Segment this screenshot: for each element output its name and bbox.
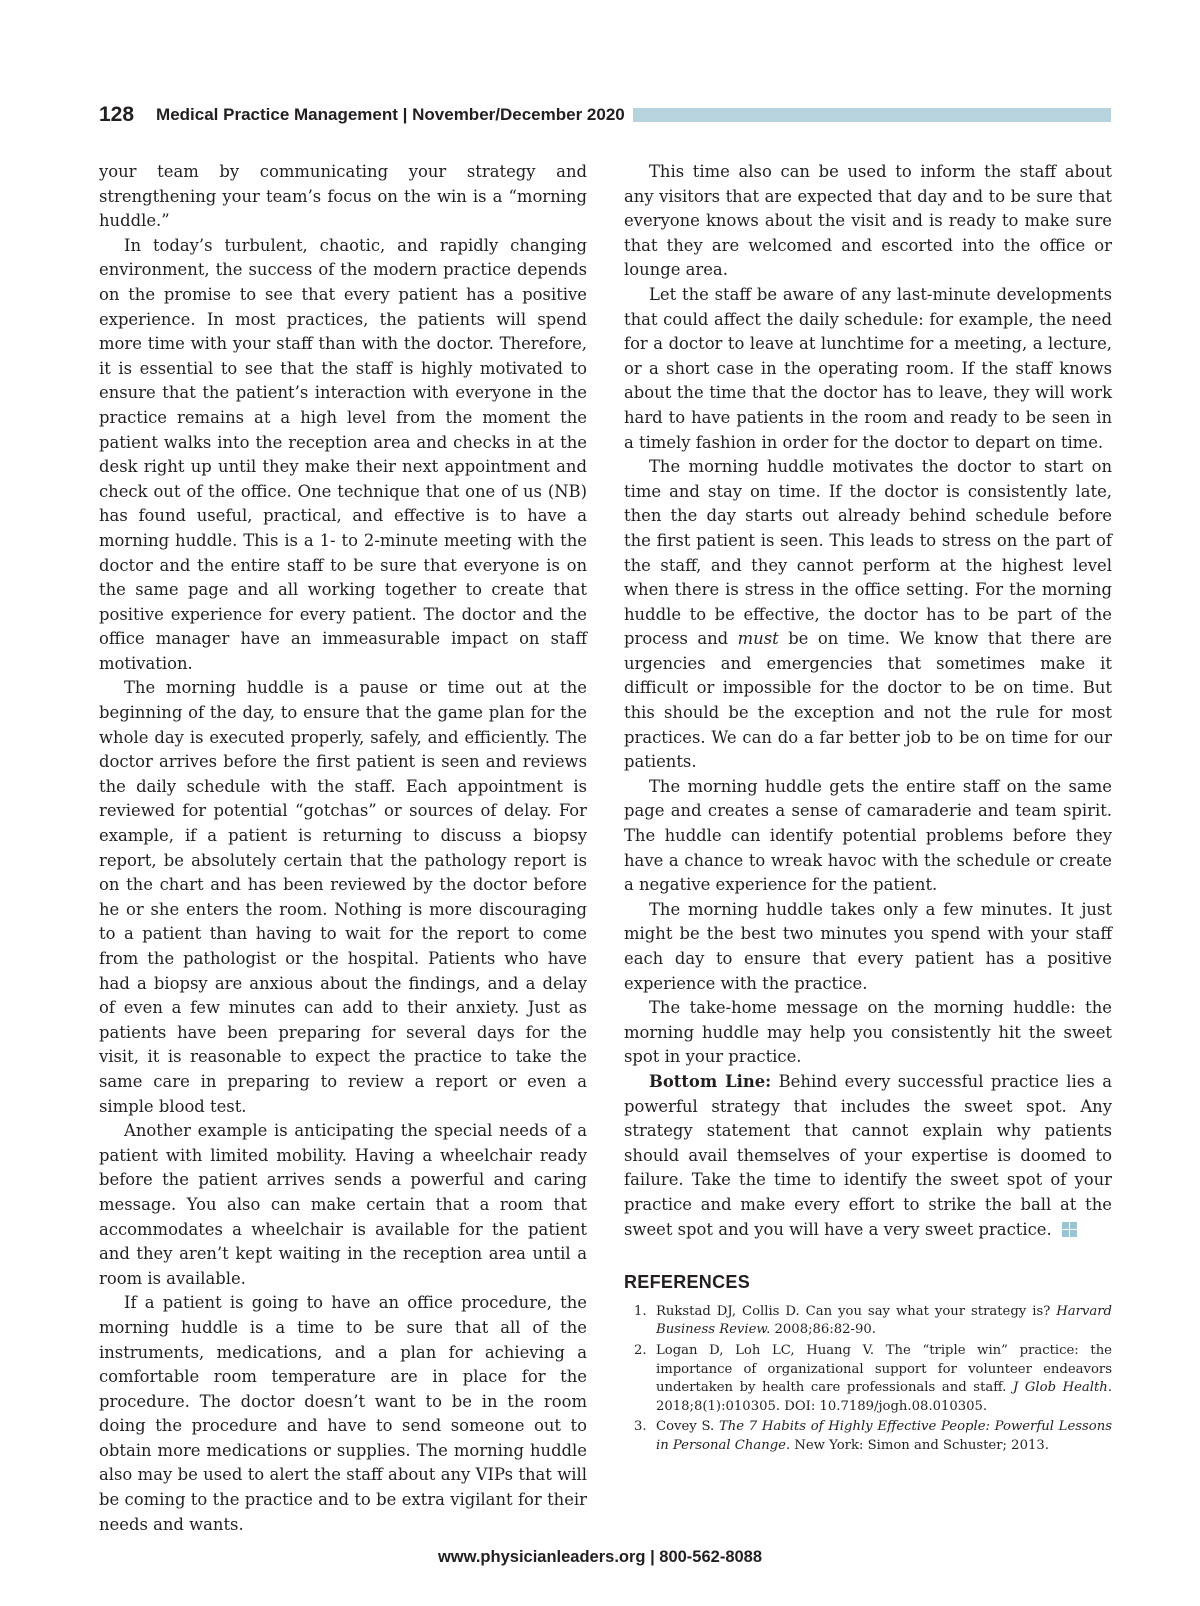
reference-source: J Glob Health. (1012, 1380, 1112, 1396)
reference-text: Rukstad DJ, Collis D. Can you say what your strategy is? (656, 1303, 1051, 1319)
references-list (624, 1303, 1112, 1456)
paragraph: The take-home message on the morning huddle: the morning huddle may help you consistently hit the sweet spot in your practice. (624, 998, 1112, 1067)
reference-item (624, 1303, 1112, 1340)
page-number: 128 (99, 103, 135, 126)
bottom-line-label: Bottom Line: (649, 1071, 772, 1091)
left-column (99, 160, 587, 1537)
paragraph: If a patient is going to have an office procedure, the morning huddle is a time to be sure that all of the instruments, medications, and a plan for achieving a comfortable room temperature are in place for the procedure. The doctor doesn’t want to be in the room doing the procedure and have to send someone out to obtain more medications or supplies. The morning huddle also may be used to alert the staff about any VIPs that will be coming to the practice and to be extra vigilant for their needs and wants. (99, 1293, 587, 1534)
end-of-article-icon (1062, 1222, 1077, 1237)
right-column (624, 160, 1112, 1457)
reference-details: 2018;8(1):010305. DOI: 10.7189/jogh.08.010305. (656, 1398, 988, 1414)
reference-item (624, 1342, 1112, 1416)
reference-item (624, 1418, 1112, 1455)
reference-details: . New York: Simon and Schuster; 2013. (785, 1437, 1049, 1453)
reference-number: 2. (634, 1342, 647, 1358)
bottom-line-text: Behind every successful practice lies a powerful strategy that includes the sweet spot. Any strategy statement that cannot explain why patients should avail themselves of your expertise is doomed to failure. Take the time to identify the sweet spot of your practice and make every effort to strike the ball at the sweet spot and you will have a very sweet practice. (624, 1071, 1113, 1239)
paragraph (624, 455, 1112, 775)
paragraph: In today’s turbulent, chaotic, and rapidly changing environment, the success of the modern practice depends on the promise to see that every patient has a positive experience. In most practices, the patients will spend more time with your staff than with the doctor. Therefore, it is essential to see that the staff is highly motivated to ensure that the patient’s interaction with everyone in the practice remains at a high level from the moment the patient walks into the reception area and checks in at the desk right up until they make their next appointment and check out of the office. One technique that one of us (NB) has found useful, practical, and effective is to have a morning huddle. This is a 1- to 2-minute meeting with the doctor and the entire staff to be sure that everyone is on the same page and all working together to create that positive experience for every patient. The doctor and the office manager have an immeasurable impact on staff motivation. (99, 235, 587, 673)
references-heading: REFERENCES (624, 1272, 751, 1293)
paragraph: your team by communicating your strategy and strengthening your team’s focus on the win is a “morning huddle.” (99, 162, 587, 231)
reference-source: The 7 Habits of Highly Effective People: Powerful Lessons in Personal Change (656, 1419, 1112, 1453)
page-header (99, 100, 1111, 130)
page-footer: www.physicianleaders.org | 800-562-8088 (437, 1548, 763, 1566)
reference-source: Harvard Business Review. (656, 1303, 1112, 1338)
journal-title: Medical Practice Management | November/December 2020 (156, 105, 625, 124)
paragraph: The morning huddle takes only a few minutes. It just might be the best two minutes you spend with your staff each day to ensure that every patient has a positive experience with the practice. (624, 899, 1112, 993)
paragraph-text: be on time. We know that there are urgencies and emergencies that sometimes make it difficult or impossible for the doctor to be on time. But this should be the exception and not the rule for most practices. We can do a far better job to be on time for our patients. (624, 629, 1112, 772)
paragraph-text: The morning huddle motivates the doctor to start on time and stay on time. If the doctor is consistently late, then the day starts out already behind schedule before the first patient is seen. This leads to stress on the part of the staff, and they cannot perform at the highest level when there is stress in the office setting. For the morning huddle to be effective, the doctor has to be part of the process and (624, 457, 1112, 649)
reference-number: 1. (634, 1303, 647, 1319)
emphasis-text: must (737, 629, 779, 649)
reference-details: 2008;86:82-90. (774, 1322, 876, 1338)
reference-number: 3. (634, 1419, 647, 1435)
reference-text: Logan D, Loh LC, Huang V. The “triple win” practice: the importance of organizational support for volunteer endeavors undertaken by health care professionals and staff. (656, 1342, 1112, 1396)
paragraph: The morning huddle is a pause or time out at the beginning of the day, to ensure that the game plan for the whole day is executed properly, safely, and efficiently. The doctor arrives before the first patient is seen and reviews the daily schedule with the staff. Each appointment is reviewed for potential “gotchas” or sources of delay. For example, if a patient is returning to discuss a biopsy report, be absolutely certain that the pathology report is on the chart and has been reviewed by the doctor before he or she enters the room. Nothing is more discouraging to a patient than having to wait for the report to come from the pathologist or the hospital. Patients who have had a biopsy are anxious about the findings, and a delay of even a few minutes can add to their anxiety. Just as patients have been preparing for several days for the visit, it is reasonable to expect the practice to take the same care in preparing to review a report or even a simple blood test. (99, 678, 587, 1116)
header-accent-bar (633, 108, 1111, 122)
paragraph: Another example is anticipating the special needs of a patient with limited mobility. Having a wheelchair ready before the patient arrives sends a powerful and caring message. You also can make certain that a room that accommodates a wheelchair is available for the patient and they aren’t kept waiting in the reception area until a room is available. (99, 1121, 587, 1288)
reference-text: Covey S. (656, 1419, 715, 1435)
bottom-line-paragraph (624, 1070, 1112, 1242)
paragraph: Let the staff be aware of any last-minute developments that could affect the daily schedule: for example, the need for a doctor to leave at lunchtime for a meeting, a lecture, or a short case in the operating room. If the staff knows about the time that the doctor has to leave, they will work hard to have patients in the room and ready to be seen in a timely fashion in order for the doctor to depart on time. (624, 284, 1112, 452)
paragraph: This time also can be used to inform the staff about any visitors that are expected that day and to be sure that everyone knows about the visit and is ready to make sure that they are welcomed and escorted into the office or lounge area. (624, 162, 1112, 280)
paragraph: The morning huddle gets the entire staff on the same page and creates a sense of camaraderie and team spirit. The huddle can identify potential problems before they have a chance to wreak havoc with the schedule or create a negative experience for the patient. (624, 776, 1112, 895)
